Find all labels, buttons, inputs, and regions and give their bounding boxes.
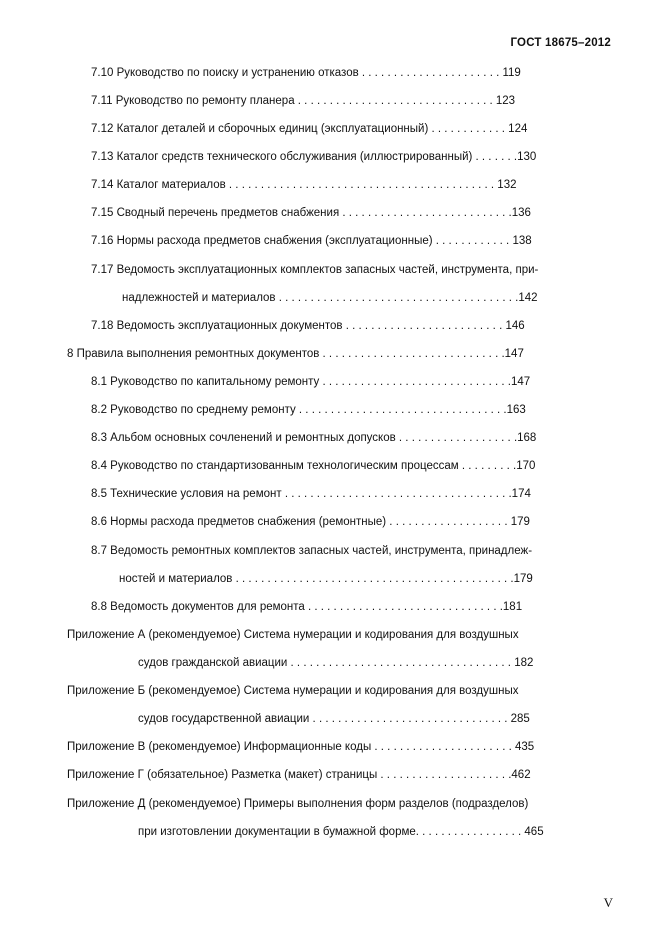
toc-line[interactable]: 7.15 Сводный перечень предметов снабжения . . . . . . . . . . . . . . . . . . . . . . . . . . .136 — [91, 207, 531, 219]
toc-line[interactable]: 8 Правила выполнения ремонтных документов . . . . . . . . . . . . . . . . . . . . . . . . . . . . .147 — [67, 348, 524, 360]
toc-line[interactable]: 8.6 Нормы расхода предметов снабжения (ремонтные) . . . . . . . . . . . . . . . . . . . 179 — [91, 516, 530, 528]
toc-line[interactable]: 8.4 Руководство по стандартизованным технологическим процессам . . . . . . . . .170 — [91, 460, 536, 472]
toc-line[interactable]: 8.2 Руководство по среднему ремонту . . . . . . . . . . . . . . . . . . . . . . . . . . . . . . . . .163 — [91, 404, 526, 416]
toc-line[interactable]: Приложение Д (рекомендуемое) Примеры выполнения форм разделов (подразделов) — [67, 798, 529, 810]
toc-line[interactable]: 8.8 Ведомость документов для ремонта . . . . . . . . . . . . . . . . . . . . . . . . . . . . . . .181 — [91, 601, 523, 613]
toc-line[interactable]: судов гражданской авиации . . . . . . . . . . . . . . . . . . . . . . . . . . . . . . . . . . . 182 — [138, 657, 534, 669]
toc-line[interactable]: 7.14 Каталог материалов . . . . . . . . . . . . . . . . . . . . . . . . . . . . . . . . . . . . . . . . . . 132 — [91, 179, 517, 191]
toc-line[interactable]: 8.1 Руководство по капитальному ремонту . . . . . . . . . . . . . . . . . . . . . . . . . . . . . .147 — [91, 376, 531, 388]
toc-line[interactable]: надлежностей и материалов . . . . . . . . . . . . . . . . . . . . . . . . . . . . . . . . . . . . . .142 — [122, 292, 538, 304]
toc-line[interactable]: 7.10 Руководство по поиску и устранению отказов . . . . . . . . . . . . . . . . . . . . . . 119 — [91, 67, 521, 79]
toc-line[interactable]: Приложение А (рекомендуемое) Система нумерации и кодирования для воздушных — [67, 629, 519, 641]
toc-line[interactable]: ностей и материалов . . . . . . . . . . . . . . . . . . . . . . . . . . . . . . . . . . . . . . . . . . . .179 — [119, 573, 533, 585]
toc-line[interactable]: 7.13 Каталог средств технического обслуживания (иллюстрированный) . . . . . . .130 — [91, 151, 537, 163]
toc-line[interactable]: 8.7 Ведомость ремонтных комплектов запасных частей, инструмента, принадлеж- — [91, 545, 533, 557]
toc-line[interactable]: 7.17 Ведомость эксплуатационных комплектов запасных частей, инструмента, при- — [91, 264, 539, 276]
toc-line[interactable]: 7.11 Руководство по ремонту планера . . . . . . . . . . . . . . . . . . . . . . . . . . . . . . . 123 — [91, 95, 516, 107]
toc-line[interactable]: 7.12 Каталог деталей и сборочных единиц (эксплуатационный) . . . . . . . . . . . . 124 — [91, 123, 528, 135]
toc-line[interactable]: судов государственной авиации . . . . . . . . . . . . . . . . . . . . . . . . . . . . . . . 285 — [138, 713, 530, 725]
toc-line[interactable]: 8.5 Технические условия на ремонт . . . . . . . . . . . . . . . . . . . . . . . . . . . . . . . . . . . .174 — [91, 488, 531, 500]
toc-line[interactable]: при изготовлении документации в бумажной форме. . . . . . . . . . . . . . . . . 465 — [138, 826, 544, 838]
toc-line[interactable]: Приложение Г (обязательное) Разметка (макет) страницы . . . . . . . . . . . . . . . . . . . . .462 — [67, 769, 531, 781]
toc-line[interactable]: 7.16 Нормы расхода предметов снабжения (эксплуатационные) . . . . . . . . . . . . 138 — [91, 235, 532, 247]
page-number: V — [603, 895, 613, 910]
toc-line[interactable]: Приложение Б (рекомендуемое) Система нумерации и кодирования для воздушных — [67, 685, 519, 697]
toc-line[interactable]: 8.3 Альбом основных сочленений и ремонтных допусков . . . . . . . . . . . . . . . . . . .168 — [91, 432, 537, 444]
toc-line[interactable]: Приложение В (рекомендуемое) Информационные коды . . . . . . . . . . . . . . . . . . . . . . 435 — [67, 741, 535, 753]
standard-header: ГОСТ 18675–2012 — [510, 37, 611, 49]
toc-line[interactable]: 7.18 Ведомость эксплуатационных документов . . . . . . . . . . . . . . . . . . . . . . . . . 146 — [91, 320, 525, 332]
